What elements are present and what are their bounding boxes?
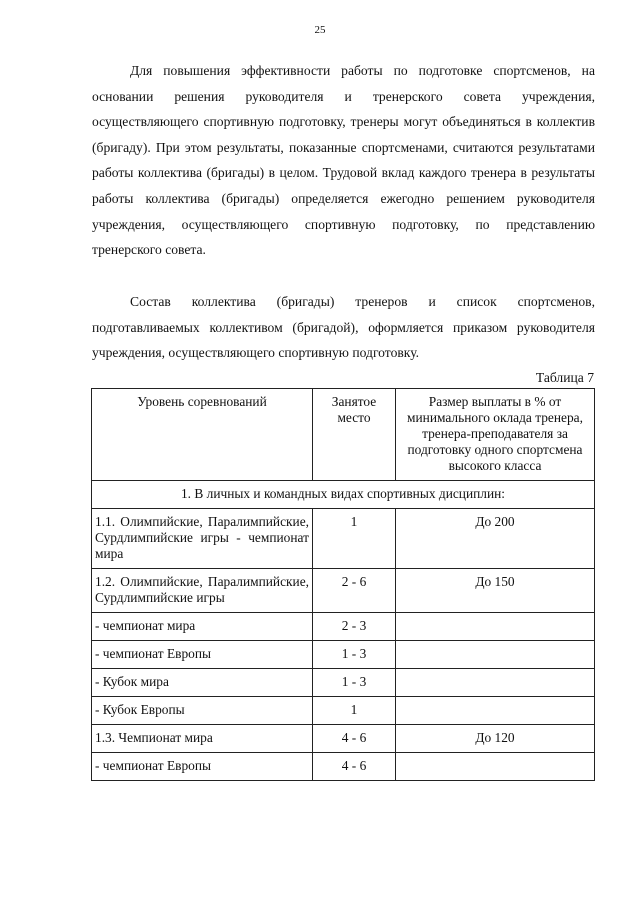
header-place: Занятое место bbox=[313, 389, 396, 481]
table-row bbox=[92, 509, 595, 569]
cell-payment bbox=[396, 641, 595, 669]
table-header-row bbox=[92, 389, 595, 481]
cell-place: 2 - 3 bbox=[313, 613, 396, 641]
paragraph-brigade-composition bbox=[92, 289, 595, 366]
cell-payment bbox=[396, 669, 595, 697]
cell-place: 2 - 6 bbox=[313, 569, 396, 613]
table-row bbox=[92, 569, 595, 613]
cell-level: - чемпионат Европы bbox=[92, 753, 313, 781]
cell-payment bbox=[396, 697, 595, 725]
cell-payment: До 120 bbox=[396, 725, 595, 753]
cell-place: 1 bbox=[313, 697, 396, 725]
cell-level: 1.1. Олимпийские, Паралимпийские, Сурдлимпийские игры - чемпионат мира bbox=[92, 509, 313, 569]
cell-place: 1 bbox=[313, 509, 396, 569]
cell-level: 1.3. Чемпионат мира bbox=[92, 725, 313, 753]
table-row bbox=[92, 753, 595, 781]
cell-place: 1 - 3 bbox=[313, 641, 396, 669]
cell-level: 1.2. Олимпийские, Паралимпийские, Сурдлимпийские игры bbox=[92, 569, 313, 613]
section-title: 1. В личных и командных видах спортивных дисциплин: bbox=[92, 481, 595, 509]
header-payment-size: Размер выплаты в % от минимального оклада тренера, тренера-преподавателя за подготовку одного спортсмена высокого класса bbox=[396, 389, 595, 481]
paragraph-text: Состав коллектива (бригады) тренеров и список спортсменов, подготавливаемых коллективом (бригадой), оформляется приказом руководителя учреждения, осуществляющего спортивную подготовку. bbox=[92, 294, 595, 361]
cell-payment: До 150 bbox=[396, 569, 595, 613]
cell-level: - чемпионат Европы bbox=[92, 641, 313, 669]
cell-payment bbox=[396, 613, 595, 641]
table-caption: Таблица 7 bbox=[535, 370, 594, 385]
table-section-row bbox=[92, 481, 595, 509]
paragraph-text: Для повышения эффективности работы по подготовке спортсменов, на основании решения руководителя и тренерского совета учреждения, осуществляющего спортивную подготовку, тренеры могут объединяться в коллектив (бригаду). При этом результаты, показанные спортсменами, считаются результатами работы коллектива (бригады) в целом. Трудовой вклад каждого тренера в результаты работы коллектива (бригады) определяется ежегодно решением руководителя учреждения, осуществляющего спортивную подготовку, по представлению тренерского совета. bbox=[92, 63, 595, 258]
payment-table bbox=[91, 388, 595, 781]
table-row bbox=[92, 725, 595, 753]
table-row bbox=[92, 641, 595, 669]
table-row bbox=[92, 669, 595, 697]
table-row bbox=[92, 697, 595, 725]
cell-level: - Кубок Европы bbox=[92, 697, 313, 725]
cell-place: 4 - 6 bbox=[313, 753, 396, 781]
cell-payment bbox=[396, 753, 595, 781]
cell-place: 4 - 6 bbox=[313, 725, 396, 753]
header-competition-level: Уровень соревнований bbox=[92, 389, 313, 481]
cell-place: 1 - 3 bbox=[313, 669, 396, 697]
paragraph-brigade-formation bbox=[92, 58, 595, 263]
cell-level: - чемпионат мира bbox=[92, 613, 313, 641]
table-row bbox=[92, 613, 595, 641]
cell-level: - Кубок мира bbox=[92, 669, 313, 697]
cell-payment: До 200 bbox=[396, 509, 595, 569]
page-number: 25 bbox=[314, 24, 326, 36]
